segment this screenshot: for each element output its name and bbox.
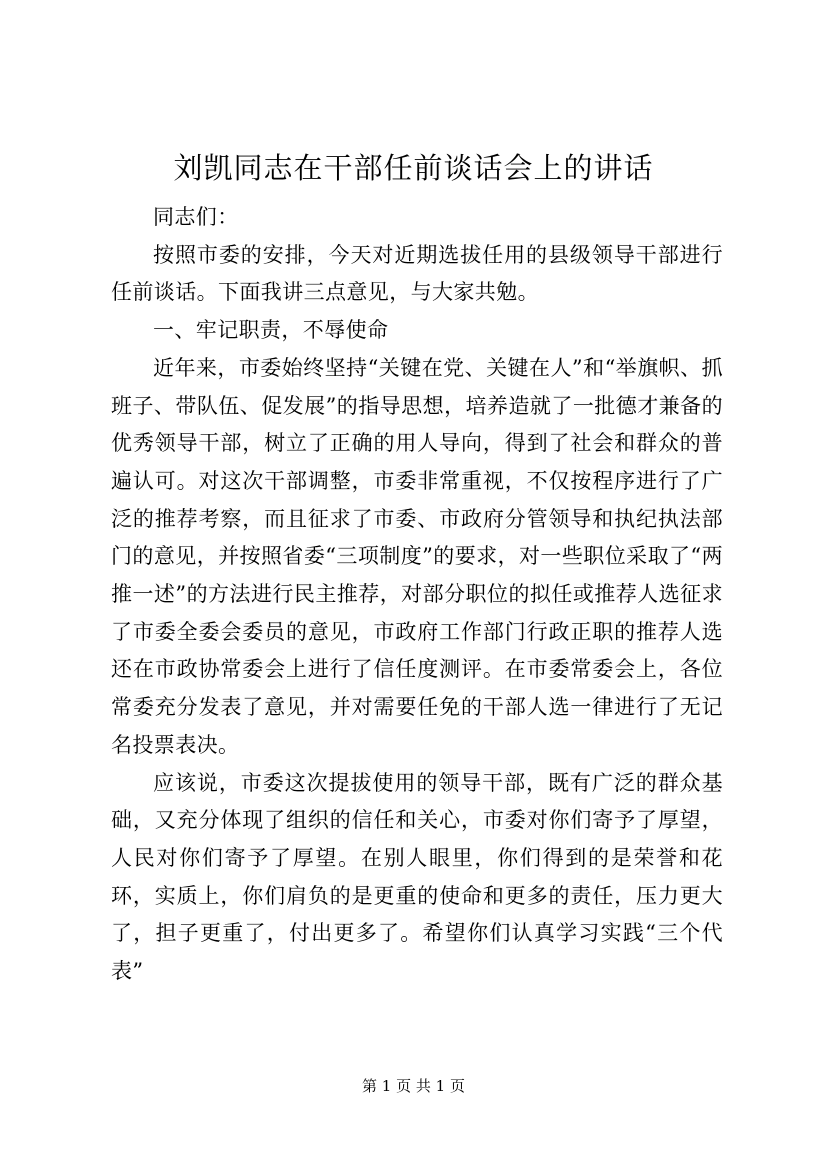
intro-paragraph: 按照市委的安排，今天对近期选拔任用的县级领导干部进行任前谈话。下面我讲三点意见，与大家共勉。 (111, 242, 723, 305)
section-heading: 一、牢记职责，不辱使命 (153, 318, 389, 343)
body-paragraph: 应该说，市委这次提拔使用的领导干部，既有广泛的群众基础，又充分体现了组织的信任和关心，市委对你们寄予了厚望，人民对你们寄予了厚望。在别人眼里，你们得到的是荣誉和花环，实质上，你们肩负的是更重的使命和更多的责任，压力更大了，担子更重了，付出更多了。希望你们认真学习实践“三个代表” (111, 770, 723, 984)
document-body (111, 199, 723, 991)
page-number-footer: 第 1 页 共 1 页 (362, 1077, 465, 1095)
salutation-paragraph: 同志们： (153, 205, 239, 229)
body-paragraph: 近年来，市委始终坚持“关键在党、关键在人”和“举旗帜、抓班子、带队伍、促发展”的指导思想，培养造就了一批德才兼备的优秀领导干部，树立了正确的用人导向，得到了社会和群众的普遍认可。对这次干部调整，市委非常重视，不仅按程序进行了广泛的推荐考察，而且征求了市委、市政府分管领导和执纪执法部门的意见，并按照省委“三项制度”的要求，对一些职位采取了“两推一述”的方法进行民主推荐，对部分职位的拟任或推荐人选征求了市委全委会委员的意见，市政府工作部门行政正职的推荐人选还在市政协常委会上进行了信任度测评。在市委常委会上，各位常委充分发表了意见，并对需要任免的干部人选一律进行了无记名投票表决。 (111, 355, 723, 757)
document-title: 刘凯同志在干部任前谈话会上的讲话 (173, 151, 654, 185)
